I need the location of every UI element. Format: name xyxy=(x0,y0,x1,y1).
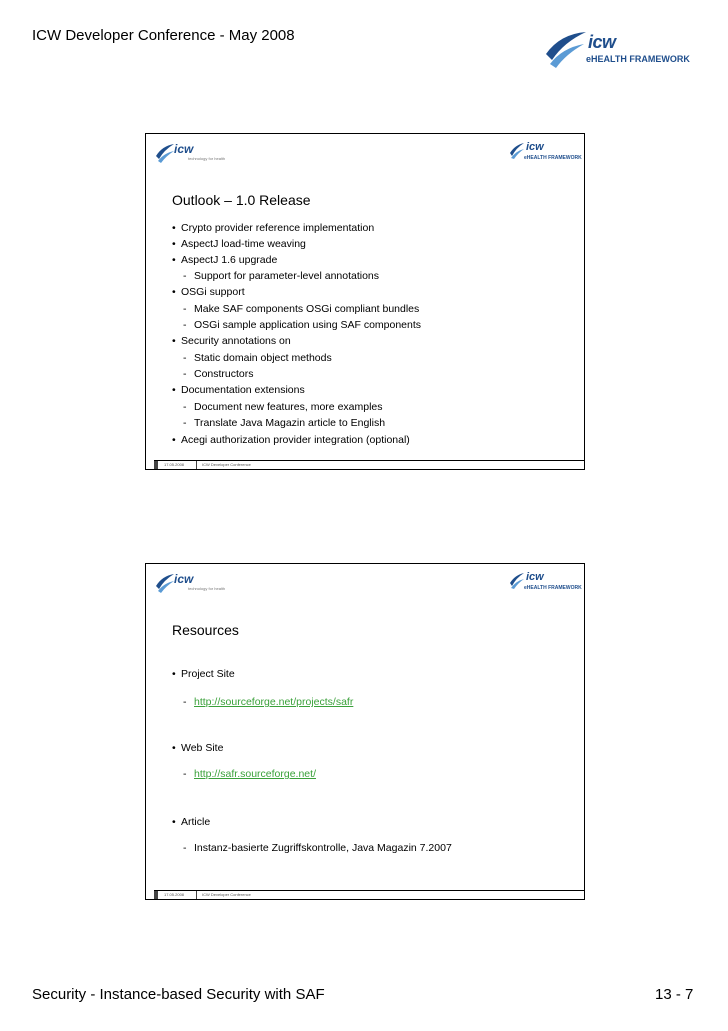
slide-logo-left xyxy=(154,570,234,596)
slide-footer-event: ICW Developer Conference xyxy=(202,462,251,467)
footer-bar xyxy=(154,461,158,469)
slide-resources xyxy=(145,563,585,900)
sub-bullet-item: - Translate Java Magazin article to English xyxy=(183,417,385,429)
slide-footer-date: 17.05.2008 xyxy=(164,462,185,467)
slide-outlook xyxy=(145,133,585,470)
slide-footer-date: 17.05.2008 xyxy=(164,892,185,897)
icw-swoosh-icon xyxy=(542,24,592,72)
footer-bar xyxy=(154,891,158,899)
slide-title: Outlook – 1.0 Release xyxy=(172,192,311,208)
bullet-item: • Web Site xyxy=(172,742,223,754)
web-site-link[interactable]: http://safr.sourceforge.net/ xyxy=(194,768,316,780)
sub-bullet-item: - Document new features, more examples xyxy=(183,401,383,413)
bullet-item: • Documentation extensions xyxy=(172,384,305,396)
sub-bullet-item: - Constructors xyxy=(183,368,254,380)
slide-logo-right-name: icw xyxy=(526,141,544,153)
slide-logo-left xyxy=(154,140,234,166)
footer-separator xyxy=(196,891,197,899)
sub-bullet-item: - OSGi sample application using SAF components xyxy=(183,319,421,331)
slide-footer-event: ICW Developer Conference xyxy=(202,892,251,897)
slide-footer xyxy=(154,890,584,899)
slide-logo-right-tagline: eHEALTH FRAMEWORK xyxy=(524,585,582,591)
bullet-item: • Security annotations on xyxy=(172,335,291,347)
project-site-link[interactable]: http://sourceforge.net/projects/safr xyxy=(194,696,354,708)
slide-logo-left-name: icw xyxy=(174,142,194,156)
sub-bullet-item: - Support for parameter-level annotations xyxy=(183,270,379,282)
icw-swoosh-icon xyxy=(154,140,176,164)
sub-bullet-item xyxy=(183,696,353,708)
bullet-item: • Project Site xyxy=(172,668,235,680)
bullet-item: • AspectJ 1.6 upgrade xyxy=(172,254,277,266)
sub-bullet-item: - Instanz-basierte Zugriffskontrolle, Java Magazin 7.2007 xyxy=(183,842,452,854)
bullet-item: • OSGi support xyxy=(172,286,245,298)
slide-logo-right-name: icw xyxy=(526,571,544,583)
slide-logo-right xyxy=(508,570,584,596)
icw-swoosh-icon xyxy=(154,570,176,594)
page-footer-title: Security - Instance-based Security with SAF xyxy=(32,986,325,1003)
bullet-item: • Acegi authorization provider integration (optional) xyxy=(172,434,410,446)
slide-logo-left-name: icw xyxy=(174,572,194,586)
slide-logo-right-tagline: eHEALTH FRAMEWORK xyxy=(524,155,582,161)
brand-tagline: eHEALTH FRAMEWORK xyxy=(586,54,690,64)
footer-separator xyxy=(196,461,197,469)
slide-logo-left-tagline: technology for health xyxy=(188,586,226,591)
page-header-title: ICW Developer Conference - May 2008 xyxy=(32,27,295,44)
page-number: 13 - 7 xyxy=(655,986,694,1003)
brand-name: icw xyxy=(588,32,616,52)
bullet-item: • AspectJ load-time weaving xyxy=(172,238,306,250)
bullet-item: • Crypto provider reference implementation xyxy=(172,222,374,234)
sub-bullet-item: - Static domain object methods xyxy=(183,352,332,364)
slide-logo-right xyxy=(508,140,584,166)
icw-brand-logo xyxy=(542,24,694,72)
sub-bullet-item xyxy=(183,768,316,780)
bullet-item: • Article xyxy=(172,816,210,828)
sub-bullet-item: - Make SAF components OSGi compliant bundles xyxy=(183,303,419,315)
slide-title: Resources xyxy=(172,622,239,638)
slide-logo-left-tagline: technology for health xyxy=(188,156,226,161)
slide-footer xyxy=(154,460,584,469)
